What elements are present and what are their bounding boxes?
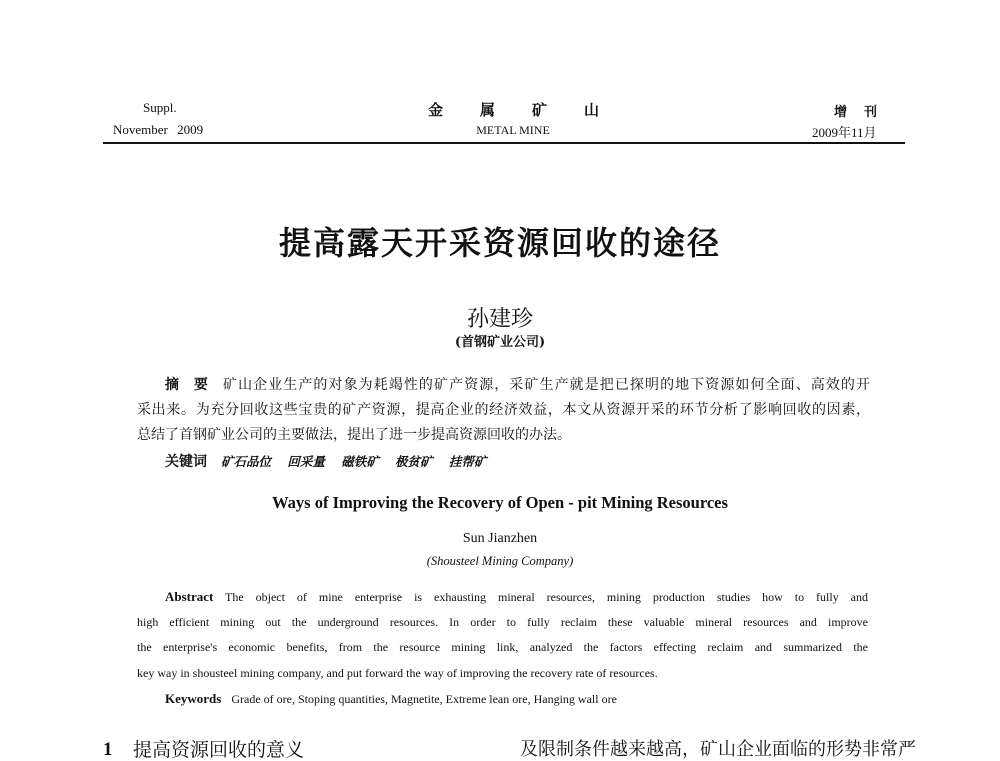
abstract-en-line: key way in shousteel mining company, and put forward the way of improving the recovery rate of resources. [137, 666, 658, 680]
paper-title-zh: 提高露天开采资源回收的途径 [278, 224, 721, 262]
header-rule [103, 142, 905, 144]
keywords-label-zh: 关键词 [165, 454, 207, 470]
keywords-list-en: Grade of ore, Stoping quantities, Magnetite, Extreme lean ore, Hanging wall ore [231, 692, 617, 706]
paper-title-en: Ways of Improving the Recovery of Open - pit Mining Resources [272, 493, 728, 512]
journal-issue-date-en: November 2009 [113, 122, 204, 137]
abstract-en-text: high efficient mining out the underground resources. In order to fully reclaim these valuable mineral resources and improve [137, 615, 868, 629]
journal-name-zh: 金属矿山 [428, 101, 637, 119]
author-name-zh: 孙建珍 [466, 307, 533, 332]
abstract-en-line [137, 638, 868, 656]
abstract-en-line [137, 613, 868, 631]
keywords-label-en: Keywords [165, 691, 222, 706]
section-number: 1 [103, 739, 113, 760]
abstract-en-text: The object of mine enterprise is exhausting mineral resources, mining production studies how to fully and [225, 590, 868, 604]
keywords-zh [165, 451, 486, 471]
journal-name-en: METAL MINE [476, 123, 550, 137]
author-name-en: Sun Jianzhen [462, 531, 538, 546]
abstract-en-line [165, 588, 868, 606]
abstract-zh-text: 采出来。为充分回收这些宝贵的矿产资源，提高企业的经济效益，本文从资源开采的环节分析了影响回收的因素， [137, 402, 870, 418]
keywords-en [165, 691, 617, 707]
abstract-zh-line: 总结了首钢矿业公司的主要做法，提出了进一步提高资源回收的办法。 [137, 427, 571, 443]
author-affiliation-zh: (首钢矿业公司) [454, 335, 546, 350]
keywords-list-zh: 矿石品位 回采量 磁铁矿 极贫矿 挂帮矿 [221, 454, 487, 469]
abstract-en-text: the enterprise's economic benefits, from the resource mining link, analyzed the factors effecting reclaim and summarized the [137, 640, 868, 654]
abstract-zh-text: 矿山企业生产的对象为耗竭性的矿产资源，采矿生产就是把已探明的地下资源如何全面、高效的开 [223, 377, 870, 393]
journal-supplement-label-zh: 增刊 [834, 105, 895, 120]
abstract-label-zh: 摘 要 [165, 377, 208, 393]
author-affiliation-en: (Shousteel Mining Company) [426, 554, 574, 568]
abstract-zh-line [137, 400, 870, 420]
section-heading: 提高资源回收的意义 [133, 739, 305, 761]
abstract-label-en: Abstract [165, 589, 214, 604]
abstract-zh-line [165, 375, 870, 395]
journal-issue-date-zh: 2009年11月 [812, 125, 877, 140]
body-text-column-2: 及限制条件越来越高，矿山企业面临的形势非常严 [520, 739, 916, 760]
journal-supplement-label: Suppl. [143, 100, 177, 115]
